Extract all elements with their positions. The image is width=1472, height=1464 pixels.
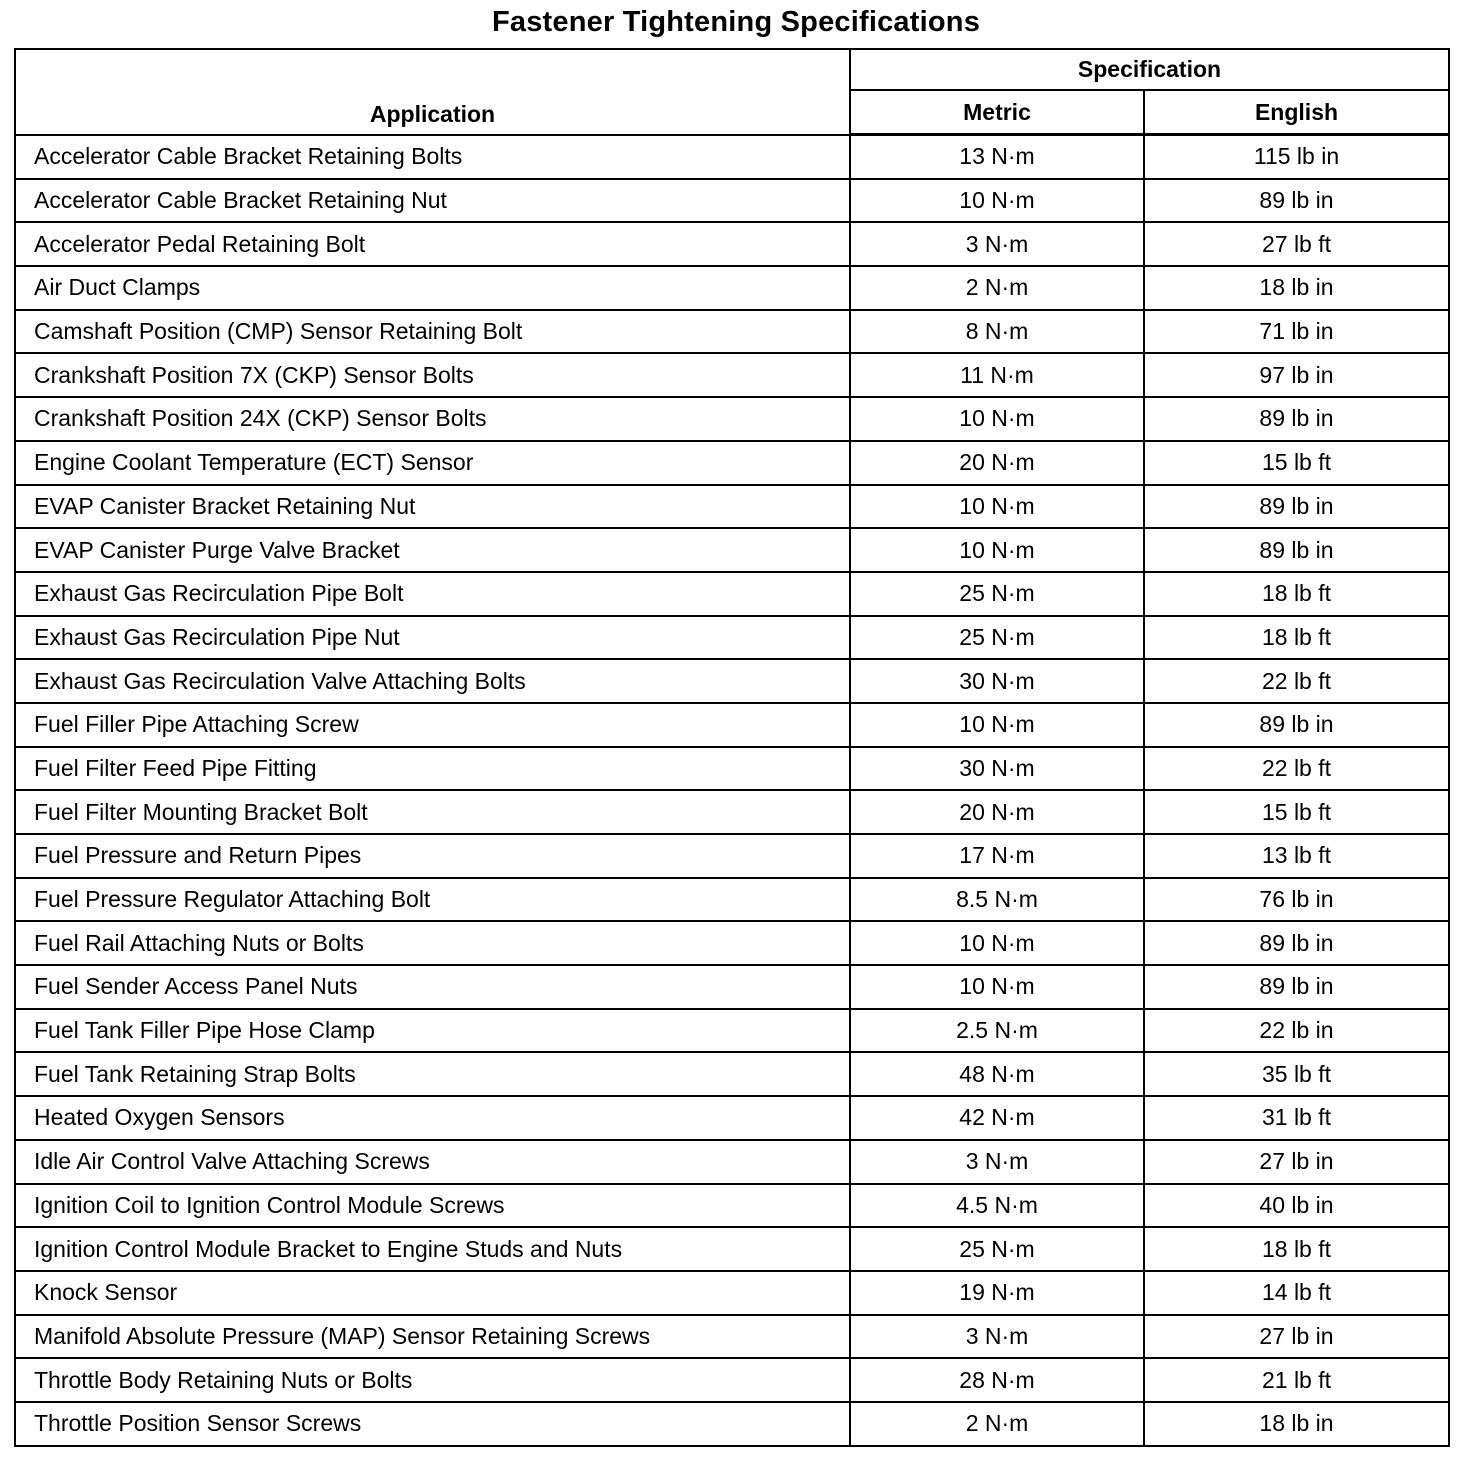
- cell-english: 14 lb ft: [1144, 1271, 1449, 1315]
- cell-metric: 28 N·m: [850, 1358, 1144, 1402]
- cell-english: 40 lb in: [1144, 1184, 1449, 1228]
- cell-metric: 25 N·m: [850, 572, 1144, 616]
- cell-metric: 10 N·m: [850, 397, 1144, 441]
- table-row: [15, 1052, 1449, 1096]
- cell-english: 89 lb in: [1144, 397, 1449, 441]
- table-header: [15, 49, 1449, 135]
- cell-application: Idle Air Control Valve Attaching Screws: [15, 1140, 850, 1184]
- cell-metric: 8.5 N·m: [850, 878, 1144, 922]
- table-row: [15, 1096, 1449, 1140]
- table-row: [15, 135, 1449, 179]
- cell-english: 27 lb in: [1144, 1140, 1449, 1184]
- cell-application: Ignition Control Module Bracket to Engine Studs and Nuts: [15, 1227, 850, 1271]
- cell-application: Crankshaft Position 24X (CKP) Sensor Bolts: [15, 397, 850, 441]
- cell-application: Exhaust Gas Recirculation Pipe Bolt: [15, 572, 850, 616]
- fastener-spec-table: [14, 48, 1450, 1447]
- table-row: [15, 441, 1449, 485]
- cell-application: Engine Coolant Temperature (ECT) Sensor: [15, 441, 850, 485]
- table-row: [15, 616, 1449, 660]
- column-header-english: English: [1144, 90, 1449, 135]
- cell-application: Air Duct Clamps: [15, 266, 850, 310]
- table-row: [15, 747, 1449, 791]
- cell-english: 22 lb in: [1144, 1009, 1449, 1053]
- table-row: [15, 266, 1449, 310]
- table-row: [15, 179, 1449, 223]
- cell-english: 27 lb in: [1144, 1315, 1449, 1359]
- cell-english: 89 lb in: [1144, 921, 1449, 965]
- table-row: [15, 353, 1449, 397]
- cell-application: Fuel Sender Access Panel Nuts: [15, 965, 850, 1009]
- cell-application: Accelerator Cable Bracket Retaining Nut: [15, 179, 850, 223]
- cell-application: Ignition Coil to Ignition Control Module Screws: [15, 1184, 850, 1228]
- cell-application: Camshaft Position (CMP) Sensor Retaining Bolt: [15, 310, 850, 354]
- table-row: [15, 572, 1449, 616]
- cell-application: Exhaust Gas Recirculation Pipe Nut: [15, 616, 850, 660]
- cell-application: Fuel Filter Mounting Bracket Bolt: [15, 790, 850, 834]
- cell-metric: 25 N·m: [850, 616, 1144, 660]
- table-row: [15, 878, 1449, 922]
- cell-application: Knock Sensor: [15, 1271, 850, 1315]
- table-row: [15, 397, 1449, 441]
- cell-application: Fuel Tank Filler Pipe Hose Clamp: [15, 1009, 850, 1053]
- cell-metric: 19 N·m: [850, 1271, 1144, 1315]
- cell-metric: 10 N·m: [850, 921, 1144, 965]
- cell-english: 18 lb in: [1144, 1402, 1449, 1446]
- table-row: [15, 1271, 1449, 1315]
- cell-english: 89 lb in: [1144, 528, 1449, 572]
- cell-metric: 30 N·m: [850, 659, 1144, 703]
- table-row: [15, 1402, 1449, 1446]
- cell-english: 18 lb ft: [1144, 616, 1449, 660]
- cell-english: 89 lb in: [1144, 703, 1449, 747]
- cell-english: 97 lb in: [1144, 353, 1449, 397]
- cell-application: Exhaust Gas Recirculation Valve Attaching Bolts: [15, 659, 850, 703]
- cell-metric: 2.5 N·m: [850, 1009, 1144, 1053]
- cell-application: Fuel Pressure Regulator Attaching Bolt: [15, 878, 850, 922]
- page-title: Fastener Tightening Specifications: [491, 6, 981, 38]
- table-row: [15, 1009, 1449, 1053]
- table-row: [15, 659, 1449, 703]
- cell-metric: 11 N·m: [850, 353, 1144, 397]
- cell-english: 89 lb in: [1144, 965, 1449, 1009]
- cell-english: 18 lb ft: [1144, 1227, 1449, 1271]
- cell-metric: 3 N·m: [850, 222, 1144, 266]
- cell-metric: 2 N·m: [850, 266, 1144, 310]
- cell-english: 31 lb ft: [1144, 1096, 1449, 1140]
- cell-metric: 10 N·m: [850, 485, 1144, 529]
- cell-english: 15 lb ft: [1144, 790, 1449, 834]
- cell-application: Throttle Position Sensor Screws: [15, 1402, 850, 1446]
- cell-metric: 42 N·m: [850, 1096, 1144, 1140]
- table-row: [15, 1315, 1449, 1359]
- cell-english: 18 lb ft: [1144, 572, 1449, 616]
- cell-english: 22 lb ft: [1144, 659, 1449, 703]
- cell-english: 89 lb in: [1144, 179, 1449, 223]
- table-row: [15, 1140, 1449, 1184]
- cell-metric: 20 N·m: [850, 790, 1144, 834]
- cell-english: 21 lb ft: [1144, 1358, 1449, 1402]
- column-header-metric: Metric: [850, 90, 1144, 135]
- cell-application: EVAP Canister Purge Valve Bracket: [15, 528, 850, 572]
- table-row: [15, 222, 1449, 266]
- cell-application: Heated Oxygen Sensors: [15, 1096, 850, 1140]
- table-row: [15, 703, 1449, 747]
- cell-application: Fuel Rail Attaching Nuts or Bolts: [15, 921, 850, 965]
- cell-english: 22 lb ft: [1144, 747, 1449, 791]
- table-row: [15, 965, 1449, 1009]
- cell-application: Fuel Pressure and Return Pipes: [15, 834, 850, 878]
- cell-english: 15 lb ft: [1144, 441, 1449, 485]
- cell-application: Fuel Filter Feed Pipe Fitting: [15, 747, 850, 791]
- cell-metric: 2 N·m: [850, 1402, 1144, 1446]
- table-row: [15, 528, 1449, 572]
- table-row: [15, 834, 1449, 878]
- table-row: [15, 1227, 1449, 1271]
- cell-english: 27 lb ft: [1144, 222, 1449, 266]
- cell-metric: 10 N·m: [850, 965, 1144, 1009]
- cell-english: 35 lb ft: [1144, 1052, 1449, 1096]
- cell-english: 76 lb in: [1144, 878, 1449, 922]
- column-header-specification: Specification: [850, 49, 1449, 90]
- cell-application: EVAP Canister Bracket Retaining Nut: [15, 485, 850, 529]
- cell-metric: 3 N·m: [850, 1315, 1144, 1359]
- table-body: [15, 135, 1449, 1446]
- cell-application: Accelerator Cable Bracket Retaining Bolts: [15, 135, 850, 179]
- cell-metric: 10 N·m: [850, 179, 1144, 223]
- cell-metric: 30 N·m: [850, 747, 1144, 791]
- cell-metric: 13 N·m: [850, 135, 1144, 179]
- cell-english: 13 lb ft: [1144, 834, 1449, 878]
- table-row: [15, 790, 1449, 834]
- table-row: [15, 1358, 1449, 1402]
- cell-english: 89 lb in: [1144, 485, 1449, 529]
- cell-application: Manifold Absolute Pressure (MAP) Sensor Retaining Screws: [15, 1315, 850, 1359]
- cell-metric: 3 N·m: [850, 1140, 1144, 1184]
- cell-metric: 4.5 N·m: [850, 1184, 1144, 1228]
- table-row: [15, 310, 1449, 354]
- cell-application: Throttle Body Retaining Nuts or Bolts: [15, 1358, 850, 1402]
- cell-metric: 20 N·m: [850, 441, 1144, 485]
- table-row: [15, 485, 1449, 529]
- cell-metric: 25 N·m: [850, 1227, 1144, 1271]
- cell-english: 115 lb in: [1144, 135, 1449, 179]
- cell-metric: 48 N·m: [850, 1052, 1144, 1096]
- cell-english: 18 lb in: [1144, 266, 1449, 310]
- table-row: [15, 921, 1449, 965]
- cell-metric: 10 N·m: [850, 528, 1144, 572]
- cell-metric: 10 N·m: [850, 703, 1144, 747]
- cell-metric: 8 N·m: [850, 310, 1144, 354]
- cell-application: Fuel Tank Retaining Strap Bolts: [15, 1052, 850, 1096]
- cell-metric: 17 N·m: [850, 834, 1144, 878]
- cell-application: Crankshaft Position 7X (CKP) Sensor Bolts: [15, 353, 850, 397]
- column-header-application: Application: [15, 49, 850, 135]
- cell-application: Accelerator Pedal Retaining Bolt: [15, 222, 850, 266]
- cell-application: Fuel Filler Pipe Attaching Screw: [15, 703, 850, 747]
- cell-english: 71 lb in: [1144, 310, 1449, 354]
- table-row: [15, 1184, 1449, 1228]
